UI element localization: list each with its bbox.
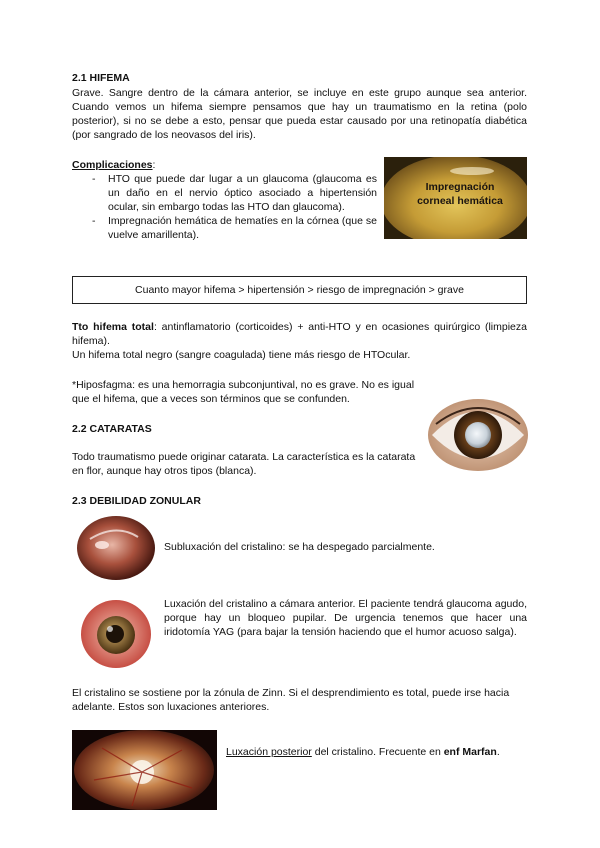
hifema-severity-box: Cuanto mayor hifema > hipertensión > riesgo de impregnación > grave <box>72 276 527 304</box>
subluxation-image <box>76 515 156 581</box>
corneal-impregnation-image <box>384 157 527 239</box>
tto-label: Tto hifema total <box>72 321 154 333</box>
luxacion-posterior-label: Luxación posterior <box>226 746 312 758</box>
luxacion-posterior-mid: del cristalino. Frecuente en <box>311 746 444 758</box>
tto-text: : antinflamatorio (corticoides) + anti-HTO y en ocasiones quirúrgico (limpieza hifema). <box>72 321 527 347</box>
complicaciones-colon: : <box>152 159 156 171</box>
cataratas-text: Todo traumatismo puede originar catarata. La característica es la catarata en flor, aunque hay otros tipos (blanca). <box>72 451 416 477</box>
image-caption-line1: Impregnación <box>425 181 495 193</box>
list-item: - HTO que puede dar lugar a un glaucoma (glaucoma es un daño en el nervio óptico asociado a hipertensión ocular, sin embargo todas las HTO dan glaucoma). <box>72 172 377 214</box>
subluxacion-text: Subluxación del cristalino: se ha despegado parcialmente. <box>164 541 435 553</box>
heading-cataratas: 2.2 CATARATAS <box>72 423 152 435</box>
heading-debilidad-zonular: 2.3 DEBILIDAD ZONULAR <box>72 495 201 507</box>
luxacion-posterior-text <box>226 745 526 759</box>
image-caption-line2: corneal hemática <box>417 195 503 207</box>
list-item: - Impregnación hemática de hematíes en la córnea (que se vuelve amarillenta). <box>72 214 377 242</box>
hifema-negro: Un hifema total negro (sangre coagulada) tiene más riesgo de HTOcular. <box>72 349 411 361</box>
tto-hifema <box>72 320 527 348</box>
zonula-zinn-text: El cristalino se sostiene por la zónula de Zinn. Si el desprendimiento es total, puede irse hacia adelante. Estos son luxaciones anteriores. <box>72 687 510 713</box>
cataract-eye-image <box>428 392 528 478</box>
complicaciones-label <box>72 158 155 172</box>
luxacion-posterior-end: . <box>496 746 500 758</box>
posterior-luxation-image <box>72 730 217 810</box>
anterior-luxation-image <box>80 598 152 670</box>
enf-marfan: enf Marfan <box>443 746 497 758</box>
heading-hifema: 2.1 HIFEMA <box>72 72 130 84</box>
hifema-intro: Grave. Sangre dentro de la cámara anterior, se incluye en este grupo aunque sea anterior. Cuando vemos un hifema siempre pensamos que hay un traumatismo en la retina (polo posterior), si no se debe a esto, pensar que pueda estar causado por una retinopatía diabética (por sangrado de los neovasos del iris). <box>72 87 527 141</box>
complicaciones-list <box>72 172 377 242</box>
hiposfagma-note: *Hiposfagma: es una hemorragia subconjuntival, no es grave. No es igual que el hifema, que a veces son términos que se confunden. <box>72 379 415 405</box>
complicaciones-title: Complicaciones <box>72 159 153 171</box>
luxacion-anterior-text: Luxación del cristalino a cámara anterior. El paciente tendrá glaucoma agudo, porque hay un bloqueo pupilar. De urgencia tenemos que hacer una iridotomía YAG (para bajar la tensión haciendo que el humor acuoso salga). <box>164 598 527 638</box>
